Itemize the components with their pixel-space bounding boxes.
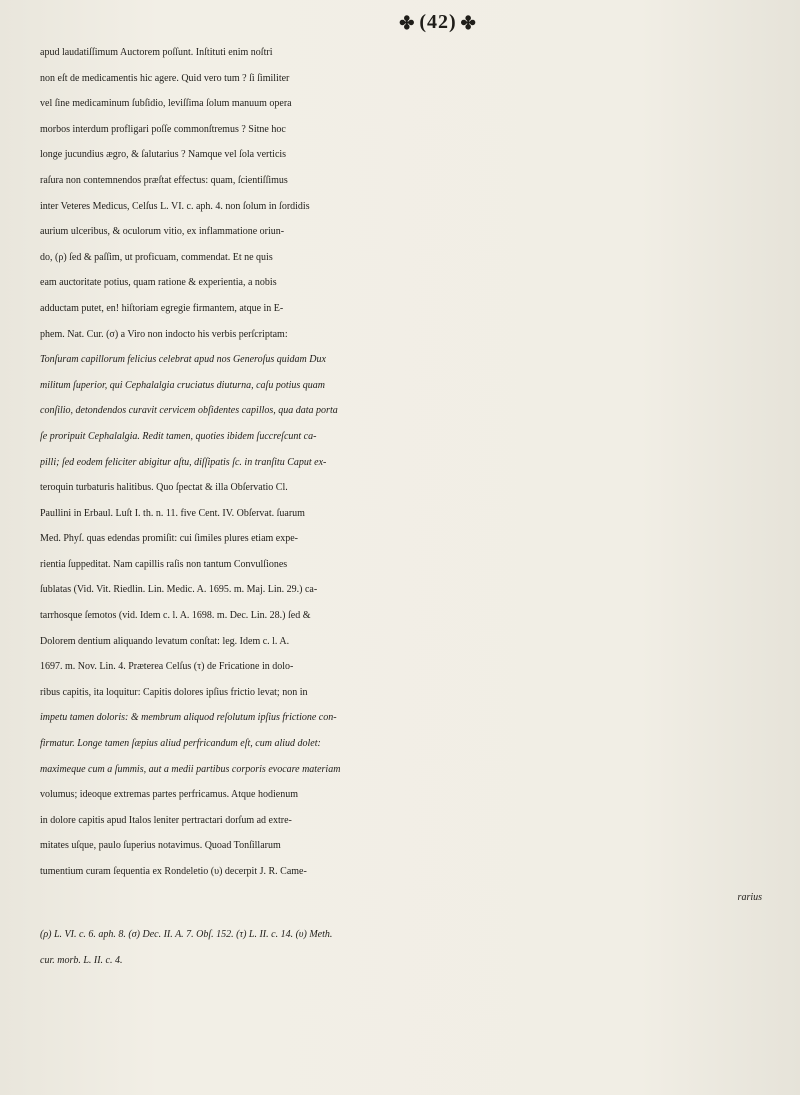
text-line: inter Veteres Medicus, Celſus L. VI. c. aph. 4. non ſolum in ſordidis bbox=[40, 200, 310, 212]
text-line: mitates uſque, paulo ſuperius notavimus. Quoad Tonſillarum bbox=[40, 840, 281, 852]
quoted-line: conſilio, detondendos curavit cervicem obſidentes capillos, qua data porta bbox=[40, 405, 338, 417]
footnotes bbox=[40, 922, 776, 973]
text-line: do, (ρ) ſed & paſſim, ut proficuam, commendat. Et ne quis bbox=[40, 251, 273, 263]
footnote-line: (ρ) L. VI. c. 6. aph. 8. (σ) Dec. II. A. 7. Obſ. 152. (τ) L. II. c. 14. (υ) Meth. bbox=[40, 929, 333, 941]
quoted-line: pilli; ſed eodem feliciter abigitur aſtu, diſſipatis ſc. in tranſitu Caput ex- bbox=[40, 456, 327, 468]
text-line: rientia ſuppeditat. Nam capillis raſis non tantum Convulſiones bbox=[40, 558, 288, 570]
text-line: volumus; ideoque extremas partes perfricamus. Atque hodienum bbox=[40, 789, 298, 801]
text-line: vel ſine medicaminum ſubſidio, leviſſima ſolum manuum opera bbox=[40, 98, 292, 110]
ornament-left-icon: ✤ bbox=[399, 13, 416, 34]
quoted-line: impetu tamen doloris: & membrum aliquod reſolutum ipſius frictione con- bbox=[40, 712, 337, 724]
text-line: teroquin turbaturis halitibus. Quo ſpectat & illa Obſervatio Cl. bbox=[40, 482, 288, 494]
quoted-line: ſe proripuit Cephalalgia. Redit tamen, quoties ibidem ſuccreſcunt ca- bbox=[40, 430, 317, 442]
text-line: non eſt de medicamentis hic agere. Quid vero tum ? ſi ſimiliter bbox=[40, 72, 290, 84]
page-number-text: (42) bbox=[419, 11, 457, 33]
text-line: Med. Phyſ. quas edendas promiſit: cui ſimiles plures etiam expe- bbox=[40, 533, 299, 545]
text-line: ſublatas (Vid. Vit. Riedlin. Lin. Medic. A. 1695. m. Maj. Lin. 29.) ca- bbox=[40, 584, 318, 596]
quoted-line: militum ſuperior, qui Cephalalgia cruciatus diuturna, caſu potius quam bbox=[40, 379, 325, 391]
text-line: apud laudatiſſimum Auctorem poſſunt. Inſtituti enim noſtri bbox=[40, 47, 273, 58]
text-line: longe jucundius ægro, & ſalutarius ? Namque vel ſola verticis bbox=[40, 149, 287, 161]
quoted-line: Tonſuram capillorum felicius celebrat apud nos Generoſus quidam Dux bbox=[40, 354, 326, 366]
quoted-line: maximeque cum a ſummis, aut a medii partibus corporis evocare materiam bbox=[40, 763, 341, 775]
text-line: in dolore capitis apud Italos leniter pertractari dorſum ad extre- bbox=[40, 814, 292, 826]
text-line: phem. Nat. Cur. (σ) a Viro non indocto his verbis perſcriptam: bbox=[40, 328, 288, 340]
text-line: eam auctoritate potius, quam ratione & experientia, a nobis bbox=[40, 277, 277, 289]
text-line: tumentium curam ſequentia ex Rondeletio (υ) decerpit J. R. Came- bbox=[40, 866, 307, 877]
footnote-line: cur. morb. L. II. c. 4. bbox=[40, 954, 123, 966]
text-line: morbos interdum profligari poſſe commonſtremus ? Sitne hoc bbox=[40, 123, 286, 135]
text-line: raſura non contemnendos præſtat effectus: quam, ſcientiſſimus bbox=[40, 174, 288, 186]
text-line: adductam putet, en! hiſtoriam egregie firmantem, atque in E- bbox=[40, 302, 284, 314]
text-line: 1697. m. Nov. Lin. 4. Præterea Celſus (τ) de Fricatione in dolo- bbox=[40, 661, 294, 673]
ornament-right-icon: ✤ bbox=[460, 13, 477, 34]
text-line: Dolorem dentium aliquando levatum conſtat: leg. Idem c. l. A. bbox=[40, 635, 290, 647]
page-number bbox=[40, 8, 776, 36]
text-line: aurium ulceribus, & oculorum vitio, ex inflammatione oriun- bbox=[40, 226, 285, 238]
body-text bbox=[40, 40, 776, 910]
text-line: Paullini in Erbaul. Luſt I. th. n. 11. five Cent. IV. Obſervat. ſuarum bbox=[40, 507, 305, 519]
text-line: ribus capitis, ita loquitur: Capitis dolores ipſius frictio levat; non in bbox=[40, 686, 308, 698]
footnote-separator bbox=[40, 910, 776, 922]
catchword: rarius bbox=[737, 891, 762, 903]
quoted-line: firmatur. Longe tamen ſæpius aliud perfricandum eſt, cum aliud dolet: bbox=[40, 738, 321, 750]
text-line: tarrhosque ſemotos (vid. Idem c. l. A. 1698. m. Dec. Lin. 28.) ſed & bbox=[40, 610, 311, 622]
